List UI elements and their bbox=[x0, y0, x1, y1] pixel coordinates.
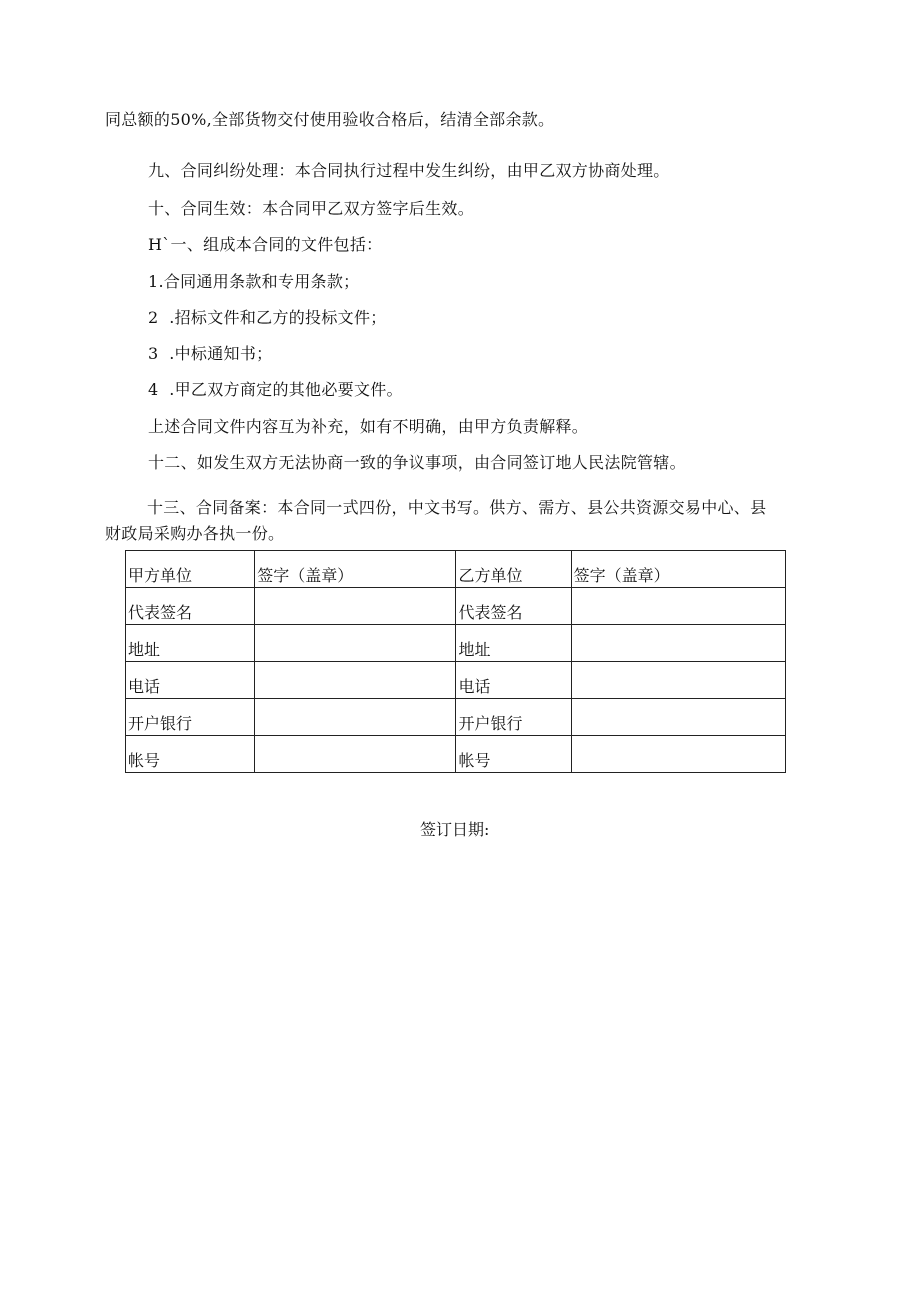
payment-terms-tail: 同总额的50%,全部货物交付使用验收合格后，结清全部余款。 bbox=[105, 110, 555, 129]
clause-9-dispute-handling: 九、合同纠纷处理：本合同执行过程中发生纠纷，由甲乙双方协商处理。 bbox=[148, 161, 670, 180]
table-row bbox=[126, 736, 786, 773]
party-a-unit-value: 签字（盖章） bbox=[255, 551, 456, 588]
party-a-account-value bbox=[255, 736, 456, 773]
party-a-account-label: 帐号 bbox=[126, 736, 255, 773]
party-a-bank-value bbox=[255, 699, 456, 736]
party-a-unit-label: 甲方单位 bbox=[126, 551, 255, 588]
party-b-address-label: 地址 bbox=[456, 625, 571, 662]
party-a-representative-value bbox=[255, 588, 456, 625]
party-b-account-label: 帐号 bbox=[456, 736, 571, 773]
document-item-4: 4 .甲乙双方商定的其他必要文件。 bbox=[148, 380, 403, 399]
table-row bbox=[126, 699, 786, 736]
party-b-bank-value bbox=[571, 699, 785, 736]
table-row bbox=[126, 625, 786, 662]
party-b-account-value bbox=[571, 736, 785, 773]
party-b-bank-label: 开户银行 bbox=[456, 699, 571, 736]
party-a-representative-label: 代表签名 bbox=[126, 588, 255, 625]
party-a-address-value bbox=[255, 625, 456, 662]
party-a-phone-label: 电话 bbox=[126, 662, 255, 699]
clause-10-effectiveness: 十、合同生效：本合同甲乙双方签字后生效。 bbox=[148, 199, 475, 218]
supplement-note: 上述合同文件内容互为补充，如有不明确，由甲方负责解释。 bbox=[148, 417, 589, 436]
table-row bbox=[126, 588, 786, 625]
signing-date-label: 签订日期: bbox=[420, 820, 490, 839]
clause-13-filing bbox=[105, 490, 795, 552]
party-a-phone-value bbox=[255, 662, 456, 699]
signature-table bbox=[125, 550, 786, 773]
party-a-address-label: 地址 bbox=[126, 625, 255, 662]
party-b-representative-value bbox=[571, 588, 785, 625]
clause-13-line-1: 十三、合同备案：本合同一式四份，中文书写。供方、需方、县公共资源交易中心、县 bbox=[147, 498, 767, 517]
table-row bbox=[126, 662, 786, 699]
party-a-bank-label: 开户银行 bbox=[126, 699, 255, 736]
party-b-representative-label: 代表签名 bbox=[456, 588, 571, 625]
party-b-unit-value: 签字（盖章） bbox=[571, 551, 785, 588]
table-row bbox=[126, 551, 786, 588]
party-b-phone-label: 电话 bbox=[456, 662, 571, 699]
document-item-3: 3 .中标通知书； bbox=[148, 344, 273, 363]
document-item-1: 1.合同通用条款和专用条款； bbox=[148, 272, 360, 291]
clause-13-line-2: 财政局采购办各执一份。 bbox=[105, 524, 285, 543]
party-b-unit-label: 乙方单位 bbox=[456, 551, 571, 588]
clause-12-jurisdiction: 十二、如发生双方无法协商一致的争议事项，由合同签订地人民法院管辖。 bbox=[148, 453, 686, 472]
party-b-phone-value bbox=[571, 662, 785, 699]
party-b-address-value bbox=[571, 625, 785, 662]
clause-11-documents: H`一、组成本合同的文件包括： bbox=[148, 235, 383, 254]
document-item-2: 2 .招标文件和乙方的投标文件； bbox=[148, 308, 387, 327]
